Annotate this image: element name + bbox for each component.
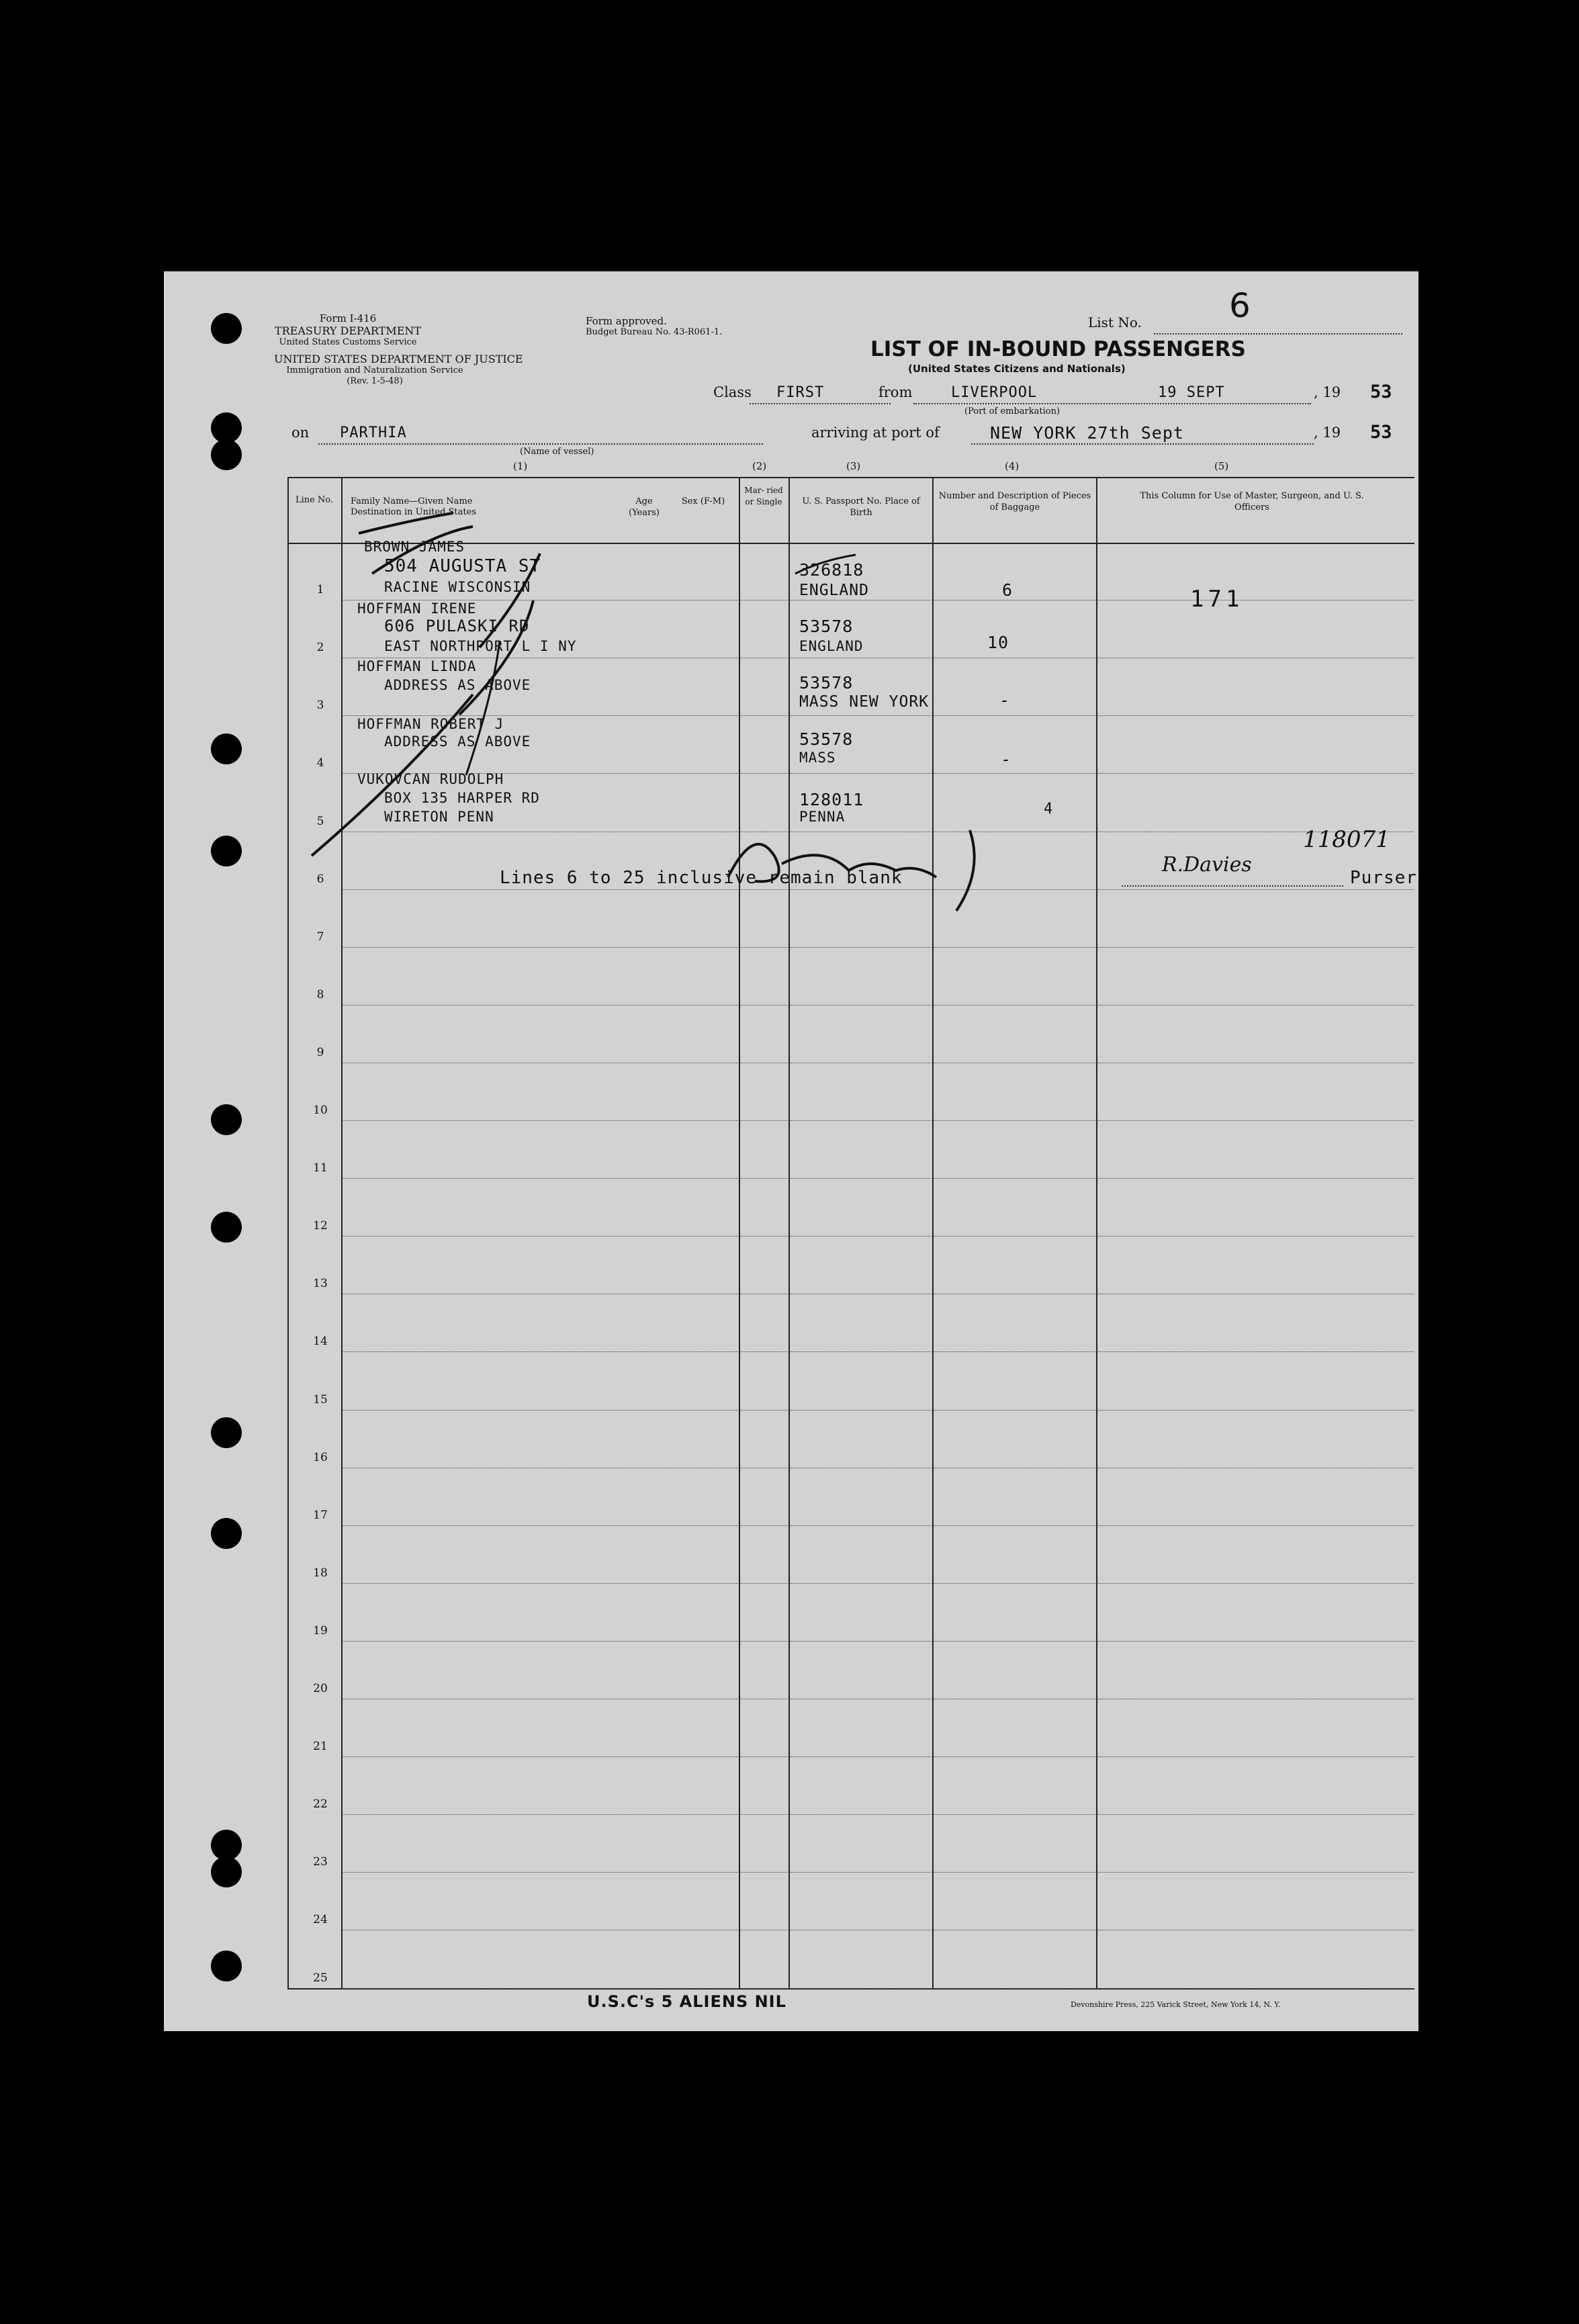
- row-rule: [342, 1756, 1414, 1757]
- row-rule: [342, 1120, 1414, 1121]
- header-line-no: Line No.: [295, 495, 334, 505]
- treasury-dept: TREASURY DEPARTMENT: [274, 324, 422, 337]
- vessel-name: PARTHIA: [340, 424, 407, 441]
- line-number: 11: [313, 1161, 328, 1175]
- list-no-value: 6: [1229, 286, 1251, 325]
- header-age: Age (Years): [629, 496, 660, 518]
- line-number: 20: [313, 1682, 328, 1695]
- row-rule: [342, 1178, 1414, 1179]
- line-number: 19: [313, 1623, 328, 1638]
- budget-bureau: Budget Bureau No. 43-R061-1.: [586, 327, 723, 337]
- arrival-port: NEW YORK 27th Sept: [990, 423, 1184, 443]
- line-number: 16: [313, 1450, 328, 1464]
- passenger-address: BOX 135 HARPER RD: [384, 790, 540, 806]
- passenger-address: ADDRESS AS ABOVE: [384, 677, 531, 693]
- justice-dept: UNITED STATES DEPARTMENT OF JUSTICE: [274, 353, 523, 365]
- arriving-label: arriving at port of: [811, 424, 940, 441]
- line-number: 9: [316, 1045, 324, 1059]
- passport-number: 326818: [799, 560, 864, 580]
- passenger-name: HOFFMAN ROBERT J: [357, 716, 504, 732]
- passenger-address: RACINE WISCONSIN: [384, 579, 531, 595]
- line-number: 12: [313, 1219, 328, 1233]
- punch-hole: [211, 733, 242, 764]
- departure-date: 19 SEPT: [1158, 384, 1225, 401]
- row-rule: [342, 1236, 1414, 1237]
- vessel-line: [318, 443, 763, 445]
- purser-dots: [1122, 885, 1343, 887]
- row-rule: [342, 1641, 1414, 1642]
- embark-caption: (Port of embarkation): [964, 406, 1061, 416]
- punch-hole: [211, 1518, 242, 1549]
- col-divider: [932, 477, 934, 1988]
- line-number: 5: [316, 814, 324, 828]
- passport-number: 53578: [799, 673, 854, 692]
- line-number: 6: [316, 872, 324, 886]
- class-line: [750, 403, 891, 404]
- baggage-count: 4: [1044, 801, 1054, 817]
- line-number: 1: [316, 583, 324, 597]
- header-passport: U. S. Passport No. Place of Birth: [802, 496, 920, 518]
- list-no-line: [1154, 333, 1402, 334]
- departure-year: 53: [1370, 382, 1392, 402]
- col-num-5: (5): [1214, 460, 1229, 472]
- row-rule: [342, 1351, 1414, 1352]
- baggage-count: -: [1001, 750, 1012, 769]
- from-line: [913, 403, 1311, 404]
- col-num-4: (4): [1005, 460, 1020, 472]
- line-number: 15: [313, 1392, 328, 1406]
- signature-scribble: [715, 817, 1037, 918]
- line-number: 23: [313, 1855, 328, 1869]
- on-label: on: [291, 424, 310, 441]
- row-rule: [342, 1410, 1414, 1411]
- arrival-line: [971, 443, 1314, 445]
- summary-footer: U.S.C's 5 ALIENS NIL: [587, 1992, 786, 2011]
- purser-signature: R.Davies: [1162, 853, 1252, 877]
- line-number: 10: [313, 1104, 328, 1117]
- from-value: LIVERPOOL: [951, 384, 1038, 401]
- place-of-birth: MASS: [799, 750, 836, 766]
- year-prefix-1: , 19: [1314, 384, 1341, 400]
- handwritten-number: 118071: [1303, 826, 1390, 853]
- line-number: 18: [313, 1566, 328, 1580]
- vessel-caption: (Name of vessel): [520, 447, 594, 457]
- line-number: 22: [313, 1797, 328, 1812]
- col-divider: [1096, 477, 1097, 1988]
- passenger-address: ADDRESS AS ABOVE: [384, 733, 531, 750]
- list-no-label: List No.: [1088, 314, 1142, 330]
- col-num-1: (1): [513, 460, 528, 472]
- passport-number: 128011: [799, 790, 864, 809]
- form-number: Form I-416: [319, 312, 377, 324]
- punch-hole: [211, 1212, 242, 1243]
- passenger-address: 606 PULASKI RD: [384, 617, 530, 635]
- passport-number: 53578: [799, 729, 854, 749]
- passport-number: 53578: [799, 617, 854, 636]
- passenger-name: HOFFMAN IRENE: [357, 600, 477, 617]
- passenger-name: VUKOVCAN RUDOLPH: [357, 771, 504, 787]
- punch-hole: [211, 836, 242, 866]
- line-number: 3: [316, 699, 324, 713]
- row-rule: [342, 1525, 1414, 1526]
- year-prefix-2: , 19: [1314, 424, 1341, 441]
- line-number: 2: [316, 641, 324, 655]
- manifest-page: [164, 271, 1418, 2031]
- header-sex: Sex (F-M): [681, 496, 725, 506]
- row-rule: [342, 1988, 1414, 1989]
- header-baggage: Number and Description of Pieces of Baggage: [938, 491, 1091, 512]
- punch-hole: [211, 1417, 242, 1448]
- baggage-count: -: [999, 690, 1011, 710]
- place-of-birth: PENNA: [799, 809, 846, 825]
- officer-note: 171: [1190, 586, 1244, 613]
- place-of-birth: MASS NEW YORK: [799, 693, 930, 711]
- header-destination: Destination in United States: [351, 507, 476, 517]
- printer-imprint: Devonshire Press, 225 Varick Street, New York 14, N. Y.: [1071, 2000, 1281, 2009]
- form-approved: Form approved.: [586, 315, 667, 327]
- ins-service: Immigration and Naturalization Service: [286, 365, 463, 375]
- line-number: 25: [313, 1971, 328, 1985]
- line-number: 8: [316, 987, 324, 1001]
- row-rule: [342, 1814, 1414, 1815]
- passenger-address: EAST NORTHPORT L I NY: [384, 638, 577, 654]
- baggage-count: 6: [1002, 580, 1013, 600]
- form-subtitle: (United States Citizens and Nationals): [908, 363, 1126, 375]
- punch-hole: [211, 1104, 242, 1135]
- passenger-name: HOFFMAN LINDA: [357, 658, 477, 674]
- place-of-birth: ENGLAND: [799, 582, 869, 599]
- customs-service: United States Customs Service: [279, 337, 417, 347]
- line-number: 24: [313, 1913, 328, 1927]
- class-value: FIRST: [776, 384, 825, 401]
- row-rule: [342, 947, 1414, 948]
- punch-hole: [211, 1951, 242, 1981]
- line-number: 4: [316, 756, 324, 770]
- blank-lines-note: Lines 6 to 25 inclusive remain blank: [500, 868, 903, 888]
- punch-hole: [211, 439, 242, 470]
- table-top-rule: [287, 477, 1414, 478]
- arrival-year: 53: [1370, 422, 1392, 443]
- purser-label: Purser: [1350, 868, 1417, 888]
- line-number: 14: [313, 1335, 328, 1349]
- line-number: 7: [316, 930, 324, 944]
- col-num-2: (2): [752, 460, 767, 472]
- line-number: 17: [313, 1508, 328, 1522]
- line-number: 21: [313, 1740, 328, 1754]
- class-label: Class: [713, 384, 752, 400]
- passenger-name: BROWN JAMES: [364, 539, 465, 555]
- from-label: from: [878, 384, 913, 400]
- row-rule: [342, 1872, 1414, 1873]
- punch-hole: [211, 313, 242, 344]
- place-of-birth: ENGLAND: [799, 638, 864, 654]
- baggage-count: 10: [987, 633, 1009, 652]
- form-title: LIST OF IN-BOUND PASSENGERS: [870, 337, 1246, 361]
- col-num-3: (3): [846, 460, 861, 472]
- line-number: 13: [313, 1277, 328, 1291]
- header-name: Family Name—Given Name: [351, 496, 473, 506]
- row-rule: [342, 1583, 1414, 1584]
- header-married: Mar- ried or Single: [744, 486, 783, 506]
- col-divider: [287, 477, 289, 1988]
- passenger-address: WIRETON PENN: [384, 809, 494, 825]
- passenger-address: 504 AUGUSTA ST: [384, 556, 541, 576]
- revision: (Rev. 1-5-48): [347, 376, 403, 386]
- header-officers: This Column for Use of Master, Surgeon, and U. S. Officers: [1140, 491, 1364, 512]
- punch-hole: [211, 1857, 242, 1887]
